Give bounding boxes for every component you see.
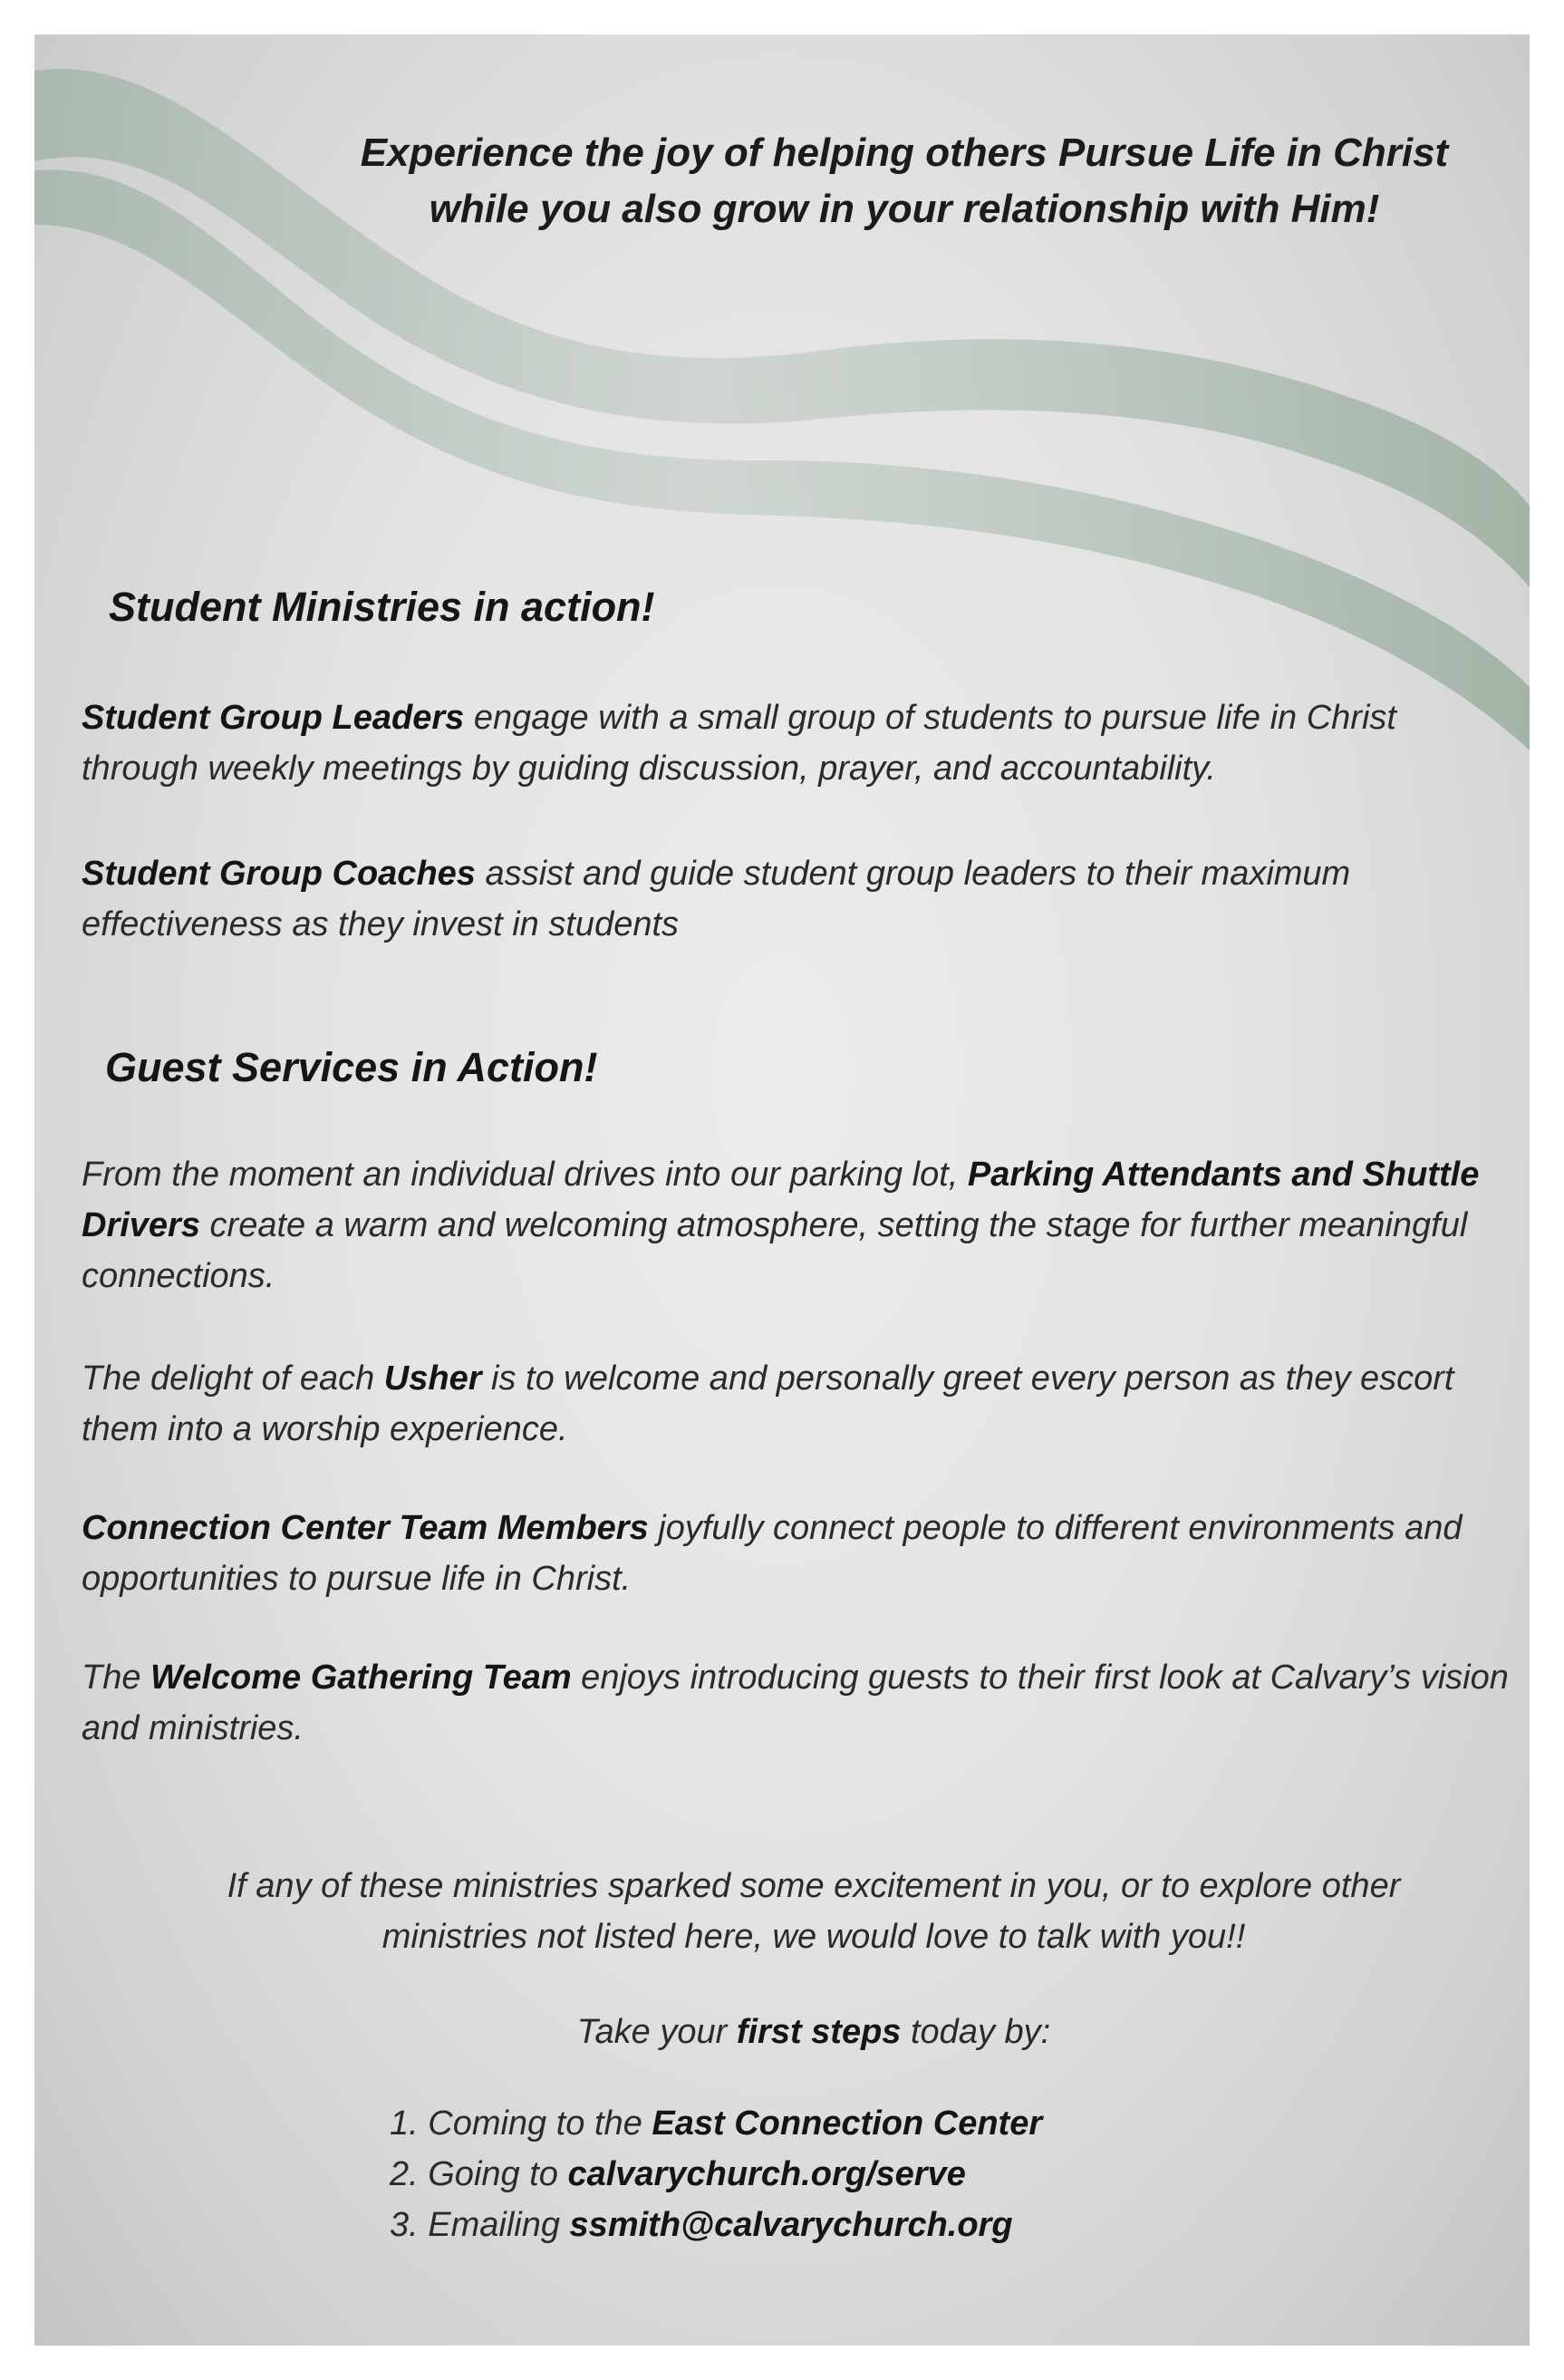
connection-center-term: Connection Center Team Members <box>82 1509 649 1547</box>
steps-list <box>390 2098 1042 2250</box>
tagline-line-2: while you also grow in your relationship with Him! <box>429 187 1380 231</box>
student-ministries-heading: Student Ministries in action! <box>109 584 655 630</box>
welcome-gathering-intro: The <box>82 1659 151 1697</box>
closing-line-1: If any of these ministries sparked some excitement in you, or to explore other <box>227 1867 1401 1905</box>
guest-services-heading: Guest Services in Action! <box>105 1044 598 1090</box>
step-label: 1. Coming to the <box>390 2104 652 2143</box>
welcome-gathering-description: enjoys introducing guests to their first look at Calvary’s vision and ministries. <box>82 1659 1509 1747</box>
step-item <box>390 2098 1042 2149</box>
usher-term: Usher <box>383 1359 482 1398</box>
student-group-coaches-paragraph <box>82 848 1513 950</box>
step-item <box>390 2200 1042 2250</box>
flyer-page <box>34 34 1530 2346</box>
usher-description: is to welcome and personally greet every person as they escort them into a worship experience. <box>82 1359 1454 1448</box>
parking-term: Parking Attendants and Shuttle Drivers <box>82 1156 1480 1244</box>
parking-description: create a warm and welcoming atmosphere, setting the stage for further meaningful connections. <box>82 1206 1468 1295</box>
step-label: 2. Going to <box>390 2155 568 2193</box>
step-label: 3. Emailing <box>390 2206 570 2244</box>
flyer-content <box>34 34 1530 2346</box>
welcome-gathering-term: Welcome Gathering Team <box>150 1659 572 1697</box>
closing-line-2: ministries not listed here, we would love to talk with you!! <box>381 1918 1246 1956</box>
step-item <box>390 2149 1042 2200</box>
step-website: calvarychurch.org/serve <box>567 2155 966 2193</box>
first-steps-intro: Take your <box>576 2013 737 2051</box>
tagline <box>306 125 1502 237</box>
usher-intro: The delight of each <box>82 1359 384 1398</box>
connection-center-description: joyfully connect people to different environments and opportunities to pursue life in Christ. <box>82 1509 1463 1598</box>
first-steps-prompt <box>116 2007 1511 2057</box>
step-email: ssmith@calvarychurch.org <box>569 2206 1013 2244</box>
closing-invitation <box>116 1861 1511 1962</box>
student-group-leaders-term: Student Group Leaders <box>82 699 465 737</box>
tagline-line-1: Experience the joy of helping others Pursue Life in Christ <box>360 131 1449 175</box>
student-group-coaches-term: Student Group Coaches <box>82 855 476 893</box>
student-group-leaders-description: engage with a small group of students to pursue life in Christ through weekly meetings by guiding discussion, prayer, and accountability. <box>82 699 1396 788</box>
parking-paragraph <box>82 1149 1513 1301</box>
step-location: East Connection Center <box>652 2104 1043 2143</box>
usher-paragraph <box>82 1353 1513 1455</box>
student-group-coaches-description: assist and guide student group leaders to their maximum effectiveness as they invest in students <box>82 855 1351 943</box>
connection-center-paragraph <box>82 1503 1513 1604</box>
parking-intro: From the moment an individual drives into our parking lot, <box>82 1156 968 1194</box>
first-steps-term: first steps <box>736 2013 902 2051</box>
first-steps-outro: today by: <box>901 2013 1051 2051</box>
welcome-gathering-paragraph <box>82 1652 1513 1754</box>
student-group-leaders-paragraph <box>82 692 1513 794</box>
